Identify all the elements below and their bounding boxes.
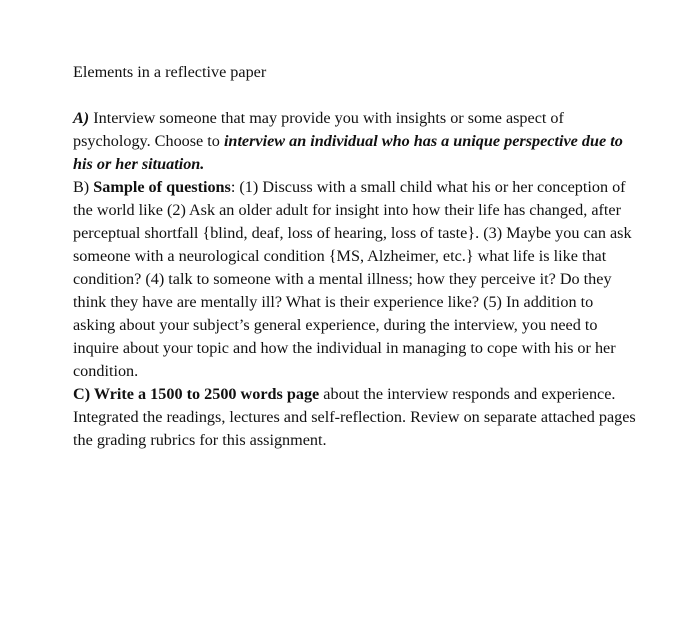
section-a-paragraph (73, 107, 639, 176)
section-b-text: : (1) Discuss with a small child what his or her conception of the world like (2) Ask an older adult for insight into how their life has changed, after perceptual shortfall {blind, deaf, loss of hearing, loss of taste}. (3) Maybe you can ask someone with a neurological condition {MS, Alzheimer, etc.} what life is like that condition? (4) talk to someone with a mental illness; how they perceive it? Do they think they have are mentally ill? What is their experience like? (5) In addition to asking about your subject’s general experience, during the interview, you need to inquire about your topic and how the individual in managing to cope with his or her condition. (73, 178, 632, 380)
section-b-label: B) (73, 178, 94, 196)
section-c-paragraph (73, 383, 639, 452)
section-b-bold-label: Sample of questions (93, 178, 231, 196)
section-c-bold-label: C) Write a 1500 to 2500 words page (73, 385, 320, 403)
section-b-paragraph (73, 176, 639, 383)
section-c-text: about the interview responds and experience. Integrated the readings, lectures and self-reflection. Review on separate attached pages the grading rubrics for this assignment. (73, 385, 636, 449)
document-title: Elements in a reflective paper (73, 63, 267, 81)
document-page (73, 61, 639, 452)
section-a-label: A) (73, 109, 90, 127)
section-a-text: Interview someone that may provide you with insights or some aspect of psychology. Choose to (73, 109, 564, 150)
section-a-emphasis: interview an individual who has a unique perspective due to his or her situation. (73, 132, 623, 173)
